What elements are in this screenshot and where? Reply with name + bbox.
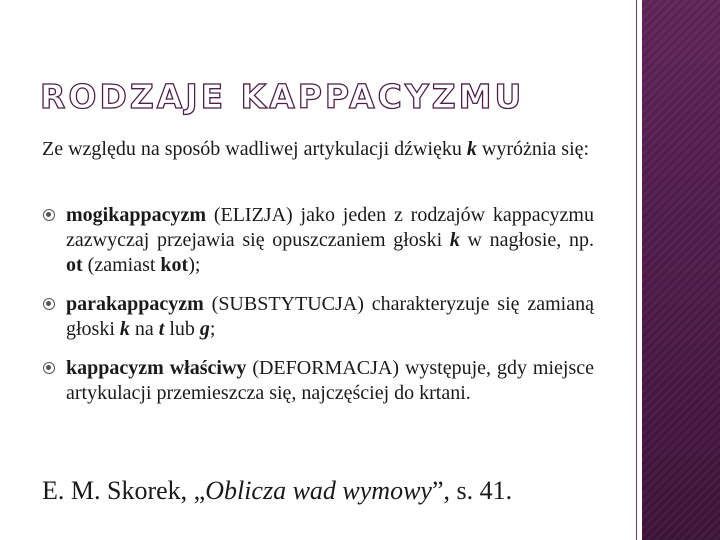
bullet-desc: lub [164,318,200,340]
bullet-kappacyzm-wlasciwy [42,356,594,406]
intro-sound: k [466,138,477,160]
bullet-parakappacyzm [42,292,594,342]
intro-text: Ze względu na sposób wadliwej artykulacji dźwięku [42,138,467,160]
example-kot: kot [160,254,189,276]
bullet-desc: (ELIZJA) jako jeden z rodzajów kappacyzmu zazwyczaj przejawia się opuszczaniem głoski [66,204,594,251]
bullet-circle-icon [43,209,55,221]
bullet-desc: na [129,318,159,340]
letter-t: t [158,318,165,340]
citation [42,476,602,506]
decorative-side-line [636,0,637,540]
citation-work: Oblicza wad wymowy [205,476,432,505]
bullet-desc: ; [209,318,216,340]
citation-pages: ”, s. 41. [431,476,513,505]
intro-text-end: wyróżnia się: [476,138,590,160]
slide-title: RODZAJE KAPPACYZMU [40,77,525,116]
letter-k: k [119,318,130,340]
bullet-circle-icon [43,362,55,374]
bullet-desc: w nagłosie, np. [459,229,594,251]
bullet-list [42,203,594,406]
bullet-term: mogikappacyzm [66,204,206,226]
bullet-desc: (SUBSTYTUCJA) charakteryzuje się zamianą głoski [66,293,594,340]
intro-paragraph [42,137,616,162]
bullet-term: parakappacyzm [66,293,204,315]
bullet-desc: ); [188,254,201,276]
citation-author: E. M. Skorek, „ [42,476,206,505]
letter-k: k [449,229,460,251]
decorative-side-band [642,0,720,540]
letter-g: g [199,318,210,340]
bullet-term: kappacyzm właściwy [66,357,247,379]
example-ot: ot [66,254,83,276]
bullet-desc: (zamiast [82,254,161,276]
bullet-circle-icon [43,298,55,310]
bullet-desc: (DEFORMACJA) występuje, gdy miejsce artykulacji przemieszcza się, najczęściej do krtani. [66,357,594,404]
bullet-mogikappacyzm [42,203,594,278]
